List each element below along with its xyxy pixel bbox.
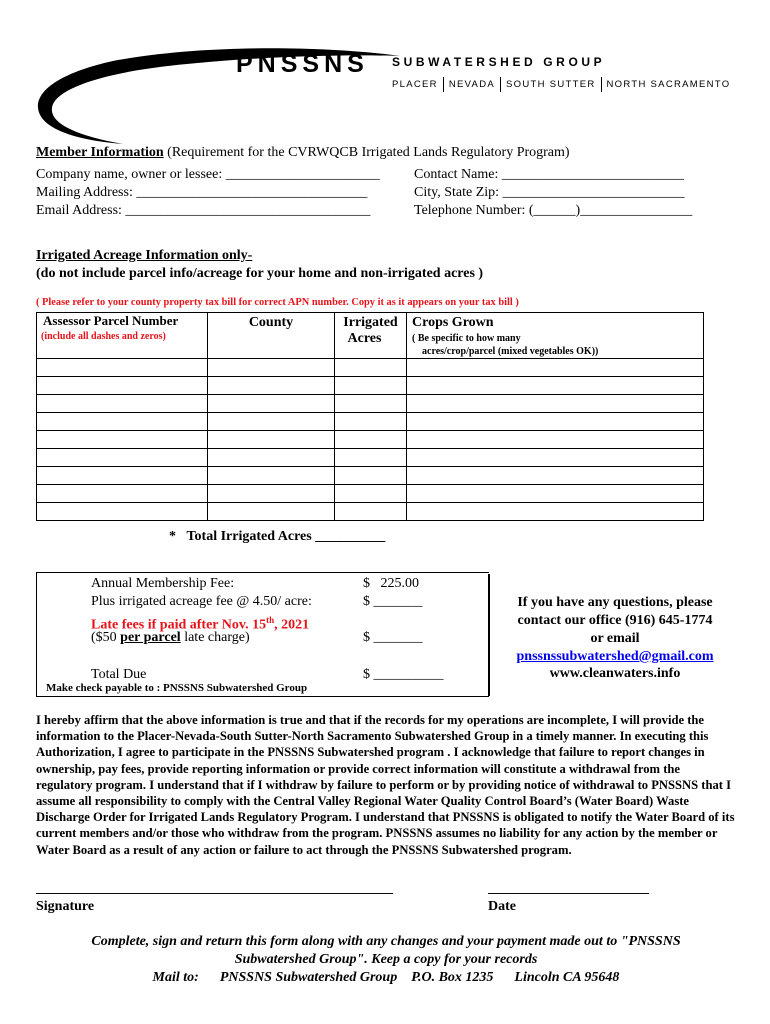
apn-header: Assessor Parcel Number — [43, 313, 179, 328]
county-cell[interactable] — [208, 395, 335, 413]
apn-cell[interactable] — [37, 413, 208, 431]
contact-line3: or email — [590, 631, 640, 646]
acres-cell[interactable] — [335, 467, 407, 485]
county-header: County — [248, 315, 294, 330]
apn-cell[interactable] — [37, 503, 208, 521]
acreage-subtitle: (do not include parcel info/acreage for your home and non-irrigated acres ) — [36, 266, 484, 281]
crops-cell[interactable] — [407, 467, 704, 485]
apn-subheader: (include all dashes and zeros) — [41, 331, 166, 342]
county-cell[interactable] — [208, 377, 335, 395]
footer-mail-address: PNSSNS Subwatershed Group P.O. Box 1235 Lincoln CA 95648 — [219, 970, 620, 985]
apn-note: ( Please refer to your county property tax bill for correct APN number. Copy it as it appears on your tax bill ) — [36, 297, 519, 308]
apn-header-cell — [37, 313, 208, 359]
affirmation-paragraph: I hereby affirm that the above information is true and that if the records for my operations are incomplete, I will provide the information to the Placer-Nevada-South Sutter-North Sacramento Subwatershed Group in a timely manner. In executing this Authorization, I agree to participate in the PNSSNS Subwatershed program . I acknowledge that failure to report changes in ownership, pay fees, provide reporting information or provide correct information will constitute a withdrawal from the regulatory program. I understand that if I withdraw by failure to perform or by providing notice of withdrawal to PNSSNS that I assume all responsibility to comply with the Central Valley Regional Water Quality Control Board’s (Water Board) Waste Discharge Order for Irrigated Lands Regulatory Program. I understand that PNSSNS is obligated to notify the Water Board of its current members and/or those who withdraw from the program. PNSSNS assumes no liability for any action by the member or Water Board as a result of any action or failure to act through the PNSSNS Subwatershed program. — [36, 713, 735, 857]
region-divider — [500, 77, 501, 92]
total-due-label: Total Due — [91, 667, 147, 682]
footer-line1: Complete, sign and return this form along with any changes and your payment made out to "PNSSNS — [91, 934, 681, 949]
acres-header-cell — [335, 313, 407, 359]
apn-cell[interactable] — [37, 449, 208, 467]
apn-cell[interactable] — [37, 359, 208, 377]
date-label: Date — [488, 899, 516, 914]
footer-mail-label: Mail to: — [152, 970, 199, 985]
apn-cell[interactable] — [37, 431, 208, 449]
acres-cell[interactable] — [335, 431, 407, 449]
footer-mail-row — [36, 968, 736, 987]
contact-email-link[interactable]: pnssnssubwatershed@gmail.com — [516, 649, 714, 664]
footer-line2: Subwatershed Group". Keep a copy for your records — [234, 952, 538, 967]
parcel-row — [37, 449, 704, 467]
county-header-cell — [208, 313, 335, 359]
logo-org-name: PNSSNS — [236, 50, 369, 78]
signature-line[interactable]: ___________________________________________________ — [36, 881, 393, 896]
contact-email-row — [490, 648, 740, 666]
annual-fee-amount: 225.00 — [380, 576, 419, 591]
acres-cell[interactable] — [335, 377, 407, 395]
date-line[interactable]: _______________________ — [488, 881, 649, 896]
parcel-row — [37, 377, 704, 395]
crops-header: Crops Grown — [412, 315, 494, 330]
member-info-title: Member Information — [36, 145, 164, 160]
company-field[interactable]: Company name, owner or lessee: ______________________ — [36, 167, 380, 182]
crops-cell[interactable] — [407, 359, 704, 377]
apn-cell[interactable] — [37, 485, 208, 503]
county-cell[interactable] — [208, 413, 335, 431]
total-acres-asterisk: * — [169, 529, 176, 544]
acres-cell[interactable] — [335, 485, 407, 503]
late-fee-value[interactable]: $ _______ — [363, 630, 423, 645]
acreage-fee-value[interactable]: $ _______ — [363, 594, 423, 609]
late-charge-open: ($50 — [91, 630, 121, 645]
county-cell[interactable] — [208, 359, 335, 377]
crops-subheader-line1: ( Be specific to how many — [412, 333, 521, 344]
county-cell[interactable] — [208, 467, 335, 485]
region-north-sacramento: NORTH SACRAMENTO — [606, 79, 731, 90]
late-fee-text: Late fees if paid after Nov. 15 — [91, 617, 267, 633]
logo-regions — [392, 77, 730, 92]
region-placer: PLACER — [392, 79, 438, 90]
crops-cell[interactable] — [407, 413, 704, 431]
parcel-rows — [37, 359, 704, 521]
contact-website[interactable]: www.cleanwaters.info — [549, 666, 681, 681]
total-acres-label: Total Irrigated Acres __________ — [186, 529, 386, 544]
acreage-fee-label: Plus irrigated acreage fee @ 4.50/ acre: — [91, 594, 312, 609]
contact-line1: If you have any questions, please — [517, 595, 713, 610]
acres-cell[interactable] — [335, 449, 407, 467]
parcel-row — [37, 413, 704, 431]
region-divider — [601, 77, 602, 92]
contact-line2: contact our office (916) 645-1774 — [517, 613, 713, 628]
crops-cell[interactable] — [407, 503, 704, 521]
member-info-subtitle: (Requirement for the CVRWQCB Irrigated Lands Regulatory Program) — [167, 145, 570, 160]
acres-cell[interactable] — [335, 359, 407, 377]
total-due-value[interactable]: $ __________ — [363, 667, 444, 682]
acres-header-line2: Acres — [347, 331, 382, 346]
parcel-row — [37, 431, 704, 449]
member-info-heading — [36, 144, 570, 162]
parcel-table-header — [37, 313, 704, 359]
email-address-field[interactable]: Email Address: ___________________________________ — [36, 203, 371, 218]
crops-header-cell — [407, 313, 704, 359]
contact-name-field[interactable]: Contact Name: __________________________ — [414, 167, 684, 182]
city-state-zip-field[interactable]: City, State Zip: __________________________ — [414, 185, 685, 200]
total-acres-row[interactable] — [169, 528, 385, 546]
parcel-row — [37, 467, 704, 485]
payable-note: Make check payable to : PNSSNS Subwatershed Group — [46, 682, 308, 694]
telephone-field[interactable]: Telephone Number: (______)________________ — [414, 203, 693, 218]
parcel-row — [37, 503, 704, 521]
acres-cell[interactable] — [335, 503, 407, 521]
parcel-row — [37, 485, 704, 503]
parcel-row — [37, 359, 704, 377]
late-fee-year: , 2021 — [274, 617, 310, 633]
annual-fee-label: Annual Membership Fee: — [91, 576, 235, 591]
late-charge-note — [91, 629, 250, 647]
acreage-title: Irrigated Acreage Information only- — [36, 248, 253, 263]
region-nevada: NEVADA — [448, 79, 495, 90]
crops-cell[interactable] — [407, 377, 704, 395]
logo-group-label: SUBWATERSHED GROUP — [392, 55, 606, 69]
apn-cell[interactable] — [37, 395, 208, 413]
annual-fee-value — [363, 575, 419, 593]
late-fee-sup: th — [266, 615, 275, 625]
acres-cell[interactable] — [335, 395, 407, 413]
crops-cell[interactable] — [407, 449, 704, 467]
region-south-sutter: SOUTH SUTTER — [506, 79, 596, 90]
county-cell[interactable] — [208, 431, 335, 449]
crops-cell[interactable] — [407, 485, 704, 503]
signature-label: Signature — [36, 899, 95, 914]
acres-cell[interactable] — [335, 413, 407, 431]
crops-cell[interactable] — [407, 431, 704, 449]
crops-subheader-line2: acres/crop/parcel (mixed vegetables OK)) — [422, 346, 599, 357]
apn-cell[interactable] — [37, 467, 208, 485]
acres-header-line1: Irrigated — [343, 315, 398, 330]
annual-fee-dollar: $ — [363, 576, 370, 591]
county-cell[interactable] — [208, 503, 335, 521]
region-divider — [443, 77, 444, 92]
crops-cell[interactable] — [407, 395, 704, 413]
county-cell[interactable] — [208, 449, 335, 467]
parcel-row — [37, 395, 704, 413]
apn-cell[interactable] — [37, 377, 208, 395]
mailing-address-field[interactable]: Mailing Address: _________________________________ — [36, 185, 368, 200]
late-charge-close: late charge) — [180, 630, 250, 645]
parcel-table — [36, 312, 704, 521]
late-charge-per-parcel: per parcel — [120, 630, 181, 645]
county-cell[interactable] — [208, 485, 335, 503]
